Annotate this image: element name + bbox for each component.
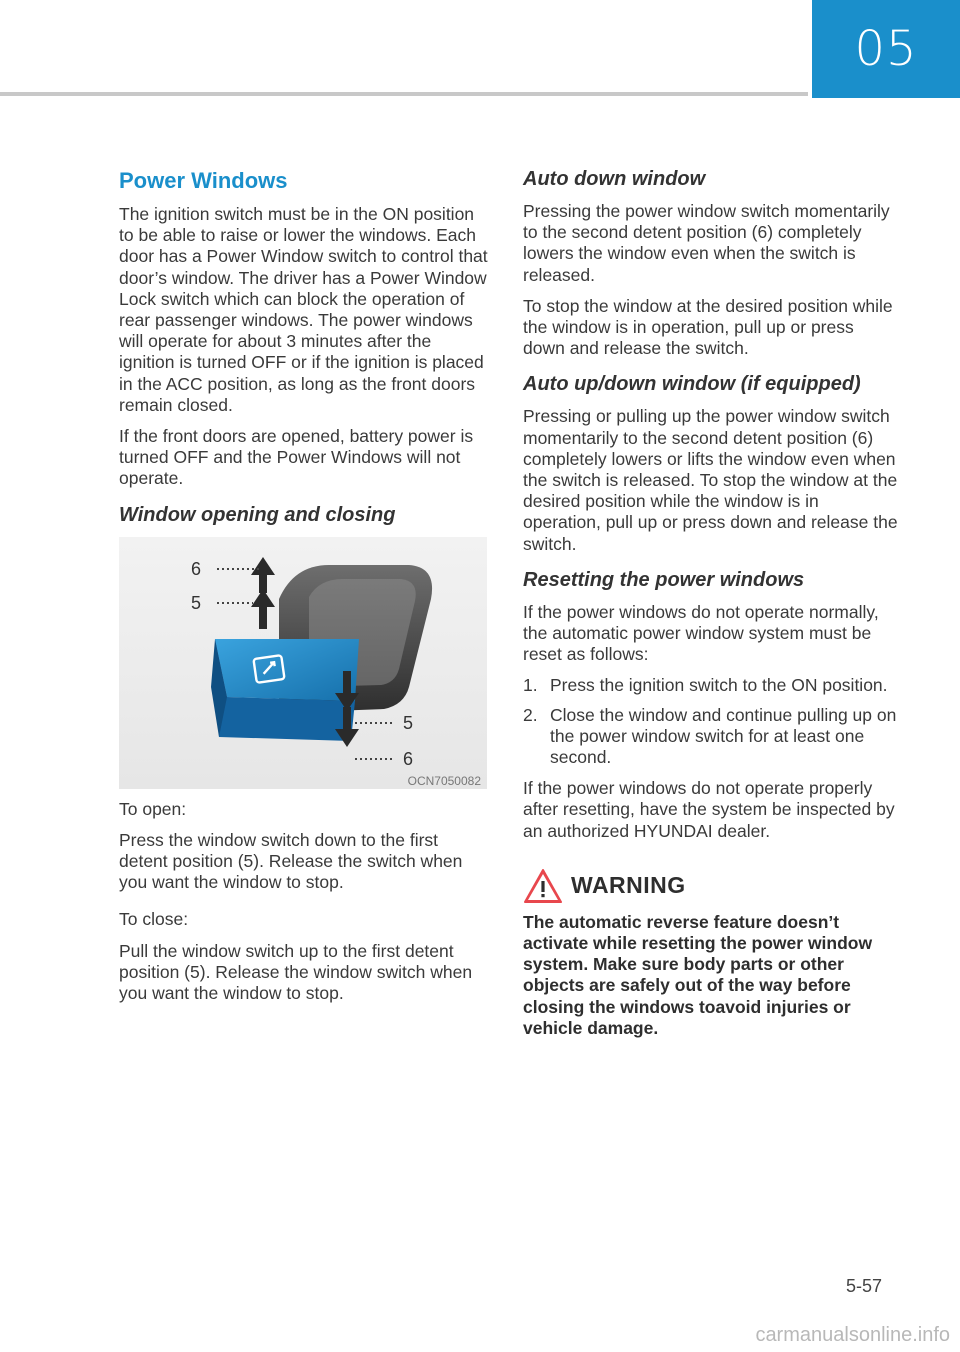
chapter-tab: 05 (812, 0, 960, 98)
reset-intro: If the power windows do not operate normally, the automatic power window system must be reset as follows: (523, 601, 879, 665)
step-text: Close the window and continue pulling up on the power window switch for at least one second. (550, 704, 897, 768)
list-item (523, 705, 899, 769)
subheading-auto-updown: Auto up/down window (if equipped) (523, 373, 861, 396)
warning-triangle-icon (523, 868, 563, 904)
step-number: 1. (523, 675, 538, 696)
figure-code: OCN7050082 (407, 773, 481, 788)
warning-text: The automatic reverse feature doesn’t activate while resetting the power window system. Make sure body parts or other objects are safely out of the way before closing the windows toavoid injuries or vehicle damage. (523, 911, 873, 1038)
section-title: Power Windows (119, 168, 288, 193)
intro-paragraph-2: If the front doors are opened, battery power is turned OFF and the Power Windows will not operate. (119, 426, 474, 489)
page-number: 5-57 (845, 1276, 882, 1296)
reset-after: If the power windows do not operate properly after resetting, have the system be inspected by an authorized HYUNDAI dealer. (523, 778, 895, 841)
list-item (523, 675, 899, 696)
label-up-5: 5 (191, 592, 202, 613)
open-label: To open: (119, 798, 187, 819)
watermark: carmanualsonline.info (755, 1324, 950, 1346)
step-number: 2. (523, 704, 538, 725)
subheading-auto-down: Auto down window (523, 168, 706, 190)
right-column (523, 168, 899, 1039)
arrow-up-6 (251, 557, 275, 593)
label-up-6: 6 (191, 558, 202, 579)
window-switch-illustration (119, 537, 487, 789)
subheading-window-opening: Window opening and closing (119, 503, 396, 526)
label-down-6: 6 (403, 748, 414, 769)
window-switch-button (215, 639, 359, 701)
auto-down-paragraph-2: To stop the window at the desired position while the window is in operation, pull up or press down and release the switch. (523, 295, 893, 359)
close-label: To close: (119, 909, 189, 930)
label-down-5: 5 (403, 712, 414, 733)
arrow-up-5 (251, 589, 275, 629)
close-text: Pull the window switch up to the first detent position (5). Release the window switch when you want the window to stop. (119, 940, 473, 1004)
reset-steps (523, 675, 899, 768)
intro-paragraph: The ignition switch must be in the ON position to be able to raise or lower the windows. Each door has a Power Window switch to control that door’s window. The driver has a Power Window Lock switch which can block the operation of rear passenger windows. The power windows will operate for about 3 minutes after the ignition is turned OFF or if the ignition is placed in the ACC position, as long as the front doors remain closed. (119, 204, 488, 415)
header-rule (0, 92, 808, 96)
open-text: Press the window switch down to the first detent position (5). Release the switch when you want the window to stop. (119, 829, 463, 893)
warning-title: WARNING (571, 872, 686, 899)
auto-down-paragraph-1: Pressing the power window switch momentarily to the second detent position (6) completely lowers the window even when the switch is released. (523, 201, 890, 285)
window-switch-figure (119, 537, 487, 789)
subheading-resetting: Resetting the power windows (523, 568, 805, 591)
step-text: Press the ignition switch to the ON position. (550, 675, 888, 696)
warning-header (523, 868, 899, 904)
auto-updown-paragraph: Pressing or pulling up the power window switch momentarily to the second detent position (6) completely lowers or lifts the window even when the switch is released. To stop the window at the desired position while the window is in operation, pull up or press down and release the switch. (523, 406, 898, 554)
left-column (119, 168, 489, 1014)
